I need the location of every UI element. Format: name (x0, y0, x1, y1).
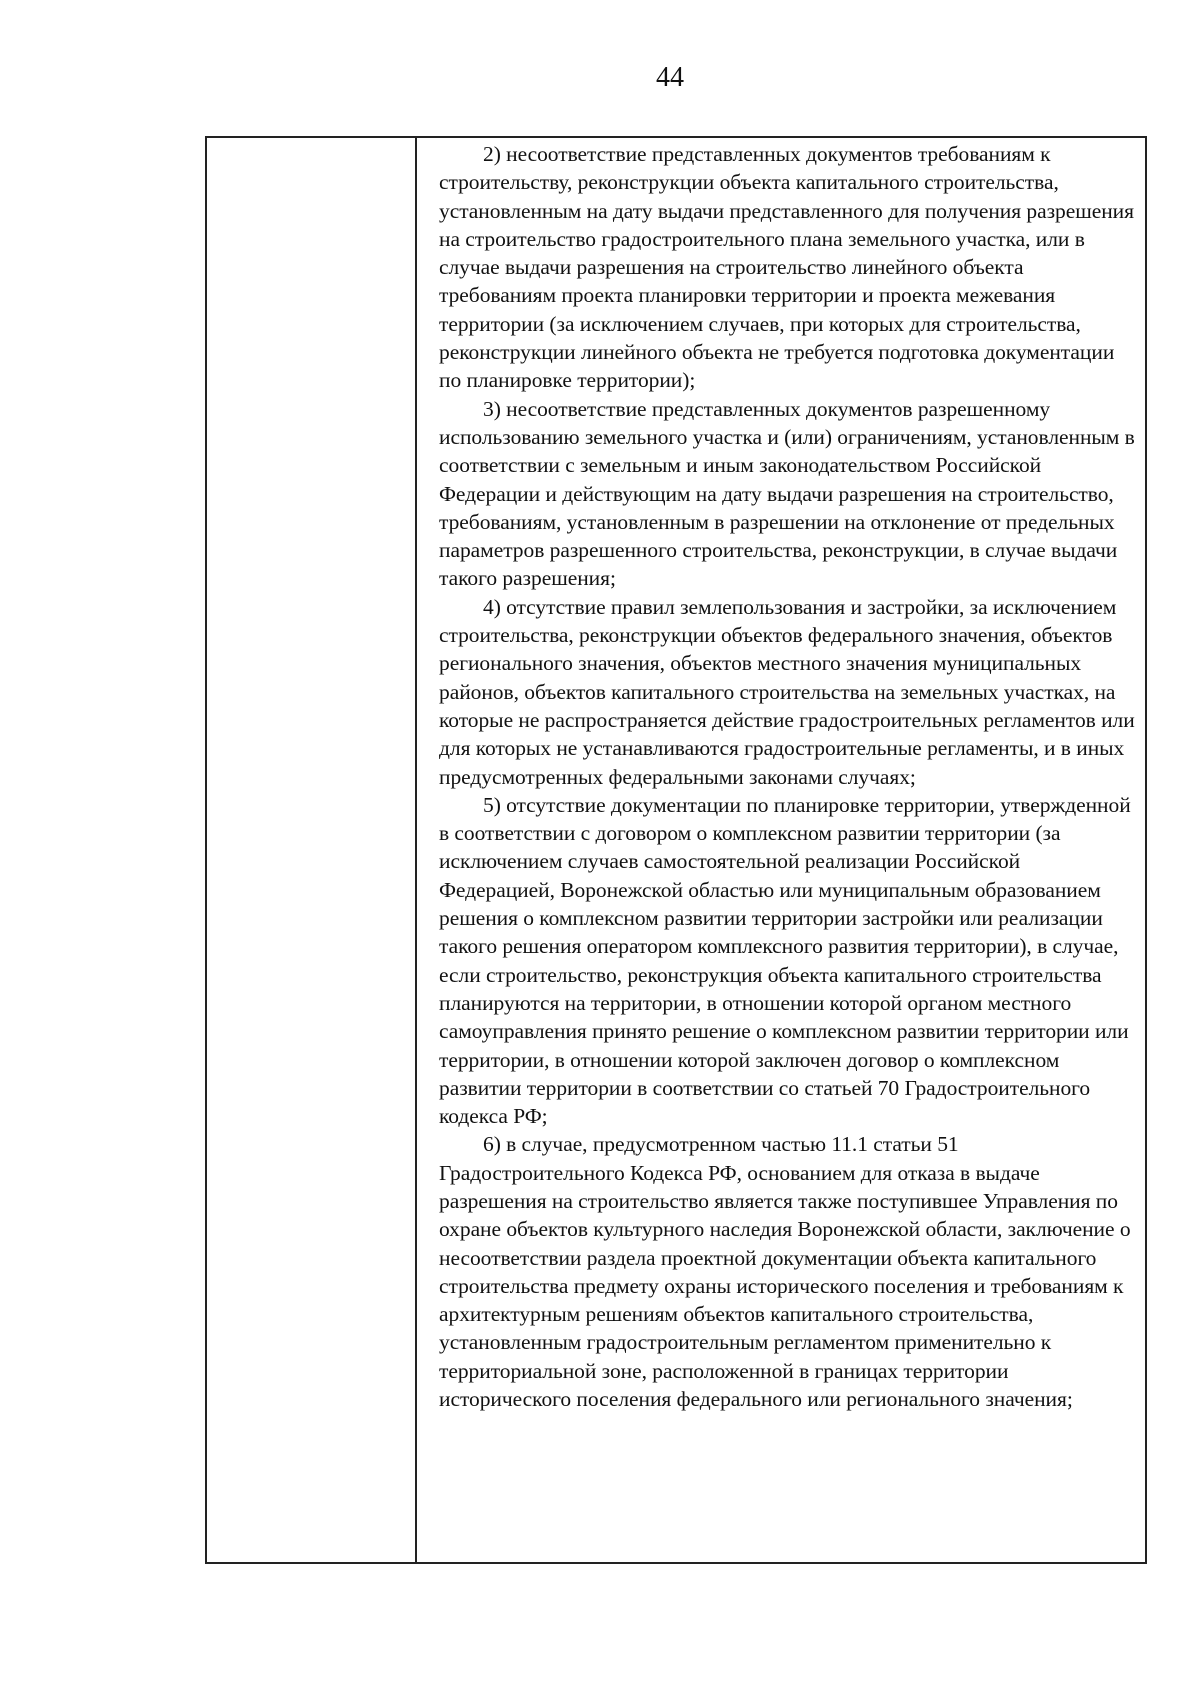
paragraph-item-5: 5) отсутствие документации по планировке территории, утвержденной в соответствии с договором о комплексном развитии территории (за исключением случаев самостоятельной реализации Российской Федерацией, Воронежской областью или муниципальным образованием решения о комплексном развитии территории застройки или реализации такого решения оператором комплексного развития территории), в случае, если строительство, реконструкция объекта капитального строительства планируются на территории, в отношении которой органом местного самоуправления принято решение о комплексном развитии территории или территории, в отношении которой заключен договор о комплексном развитии территории в соответствии со статьей 70 Градостроительного кодекса РФ; (439, 792, 1131, 1129)
paragraph-item-4: 4) отсутствие правил землепользования и застройки, за исключением строительства, реконструкции объектов федерального значения, объектов регионального значения, объектов местного значения муниципальных районов, объектов капитального строительства на земельных участках, на которые не распространяется действие градостроительных регламентов или для которых не устанавливаются градостроительные регламенты, и в иных предусмотренных федеральными законами случаях; (439, 594, 1135, 789)
table-right-cell (417, 138, 1145, 1562)
document-table (205, 136, 1147, 1564)
paragraph-item-6: 6) в случае, предусмотренном частью 11.1 статьи 51 Градостроительного Кодекса РФ, основанием для отказа в выдаче разрешения на строительство является также поступившее Управления по охране объектов культурного наследия Воронежской области, заключение о несоответствии раздела проектной документации объекта капитального строительства предмету охраны исторического поселения и требованиям к архитектурным решениям объектов капитального строительства, установленным градостроительным регламентом применительно к территориальной зоне, расположенной в границах территории исторического поселения федерального или регионального значения; (439, 1132, 1131, 1412)
page-number: 44 (656, 62, 684, 93)
table-left-cell (207, 138, 417, 1562)
paragraph-item-3: 3) несоответствие представленных документов разрешенному использованию земельного участка и (или) ограничениям, установленным в соответствии с земельным и иным законодательством Российской Федерации и действующим на дату выдачи разрешения на строительство, требованиям, установленным в разрешении на отклонение от предельных параметров разрешенного строительства, реконструкции, в случае выдачи такого разрешения; (439, 396, 1135, 591)
paragraph-item-2: 2) несоответствие представленных документов требованиям к строительству, реконструкции объекта капитального строительства, установленным на дату выдачи представленного для получения разрешения на строительство градостроительного плана земельного участка, или в случае выдачи разрешения на строительство линейного объекта требованиям проекта планировки территории и проекта межевания территории (за исключением случаев, при которых для строительства, реконструкции линейного объекта не требуется подготовка документации по планировке территории); (439, 142, 1134, 393)
